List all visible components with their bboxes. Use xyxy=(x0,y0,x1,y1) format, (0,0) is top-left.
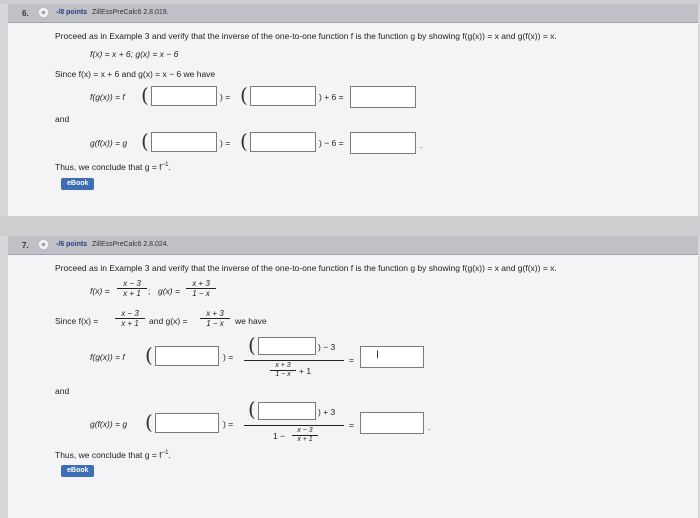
since-statement: Since f(x) = x + 6 and g(x) = x − 6 we have xyxy=(55,69,216,79)
conclusion-end: . xyxy=(168,450,171,460)
points-label: -/6 points xyxy=(56,241,88,248)
since-g-numerator: x + 3 xyxy=(200,309,230,319)
conclusion xyxy=(55,450,171,460)
fg-numerator-input[interactable] xyxy=(258,337,316,355)
g-lhs: g(x) = xyxy=(158,286,180,296)
question-prompt: Proceed as in Example 3 and verify that the inverse of the one-to-one function f is the function g by showing f(g(x)) = x and g(f(x)) = x. xyxy=(55,263,557,273)
fg-denominator-fraction xyxy=(270,362,296,379)
gf-inner-input[interactable] xyxy=(151,132,217,152)
period: . xyxy=(428,422,431,432)
since-f-fraction xyxy=(115,309,145,328)
conclusion-text: Thus, we conclude that g = f xyxy=(55,450,162,460)
inverse-exponent: −1 xyxy=(161,162,169,169)
plus-six-equals: ) + 6 = xyxy=(319,92,344,102)
question-6-header xyxy=(8,4,698,23)
close-paren-equals: ) = xyxy=(220,138,231,148)
f-numerator: x − 3 xyxy=(117,279,147,289)
since-g-fraction xyxy=(200,309,230,328)
open-paren: ( xyxy=(240,83,248,107)
submission-status-icon[interactable] xyxy=(39,8,48,17)
question-7-header xyxy=(8,236,698,255)
open-paren: ( xyxy=(240,129,248,153)
we-have: we have xyxy=(235,316,267,326)
gf-inner-input[interactable] xyxy=(155,413,219,433)
function-definitions: f(x) = x + 6; g(x) = x − 6 xyxy=(90,49,179,59)
gf-den-numerator: x − 3 xyxy=(292,427,318,436)
gf-middle-input[interactable] xyxy=(250,132,316,152)
question-6-panel xyxy=(8,4,698,216)
one-minus: 1 − xyxy=(273,431,286,441)
question-7-panel xyxy=(8,236,698,518)
period: . xyxy=(420,140,423,150)
source-label: ZillEssPreCalc6 2.8.024. xyxy=(92,241,169,248)
and-label: and xyxy=(55,114,70,124)
minus-six-equals: ) − 6 = xyxy=(319,138,344,148)
open-paren: ( xyxy=(145,343,153,367)
fg-den-numerator: x + 3 xyxy=(270,362,296,371)
source-label: ZillEssPreCalc6 2.8.019. xyxy=(92,9,169,16)
and-label: and xyxy=(55,386,70,396)
since-f-denominator: x + 1 xyxy=(121,319,139,328)
submission-status-icon[interactable] xyxy=(39,240,48,249)
fg-fraction-bar xyxy=(244,360,344,361)
fg-result-input[interactable] xyxy=(360,346,424,368)
g-denominator: 1 − x xyxy=(192,289,210,298)
gf-result-input[interactable] xyxy=(350,132,416,154)
close-paren-equals: ) = xyxy=(223,419,234,429)
conclusion xyxy=(55,162,171,172)
plus-three: ) + 3 xyxy=(318,407,336,417)
conclusion-end: . xyxy=(168,162,171,172)
question-separator xyxy=(0,216,700,236)
plus-one: + 1 xyxy=(299,366,312,376)
gf-result-input[interactable] xyxy=(360,412,424,434)
fg-result-input[interactable] xyxy=(350,86,416,108)
fg-label: f(g(x)) = f xyxy=(90,352,125,362)
f-fraction xyxy=(117,279,147,298)
g-numerator: x + 3 xyxy=(186,279,216,289)
fg-label: f(g(x)) = f xyxy=(90,92,125,102)
since-f-numerator: x − 3 xyxy=(115,309,145,319)
open-paren: ( xyxy=(248,333,256,357)
fg-inner-input[interactable] xyxy=(151,86,217,106)
fg-den-denominator: 1 − x xyxy=(275,371,291,378)
gf-den-denominator: x + 1 xyxy=(297,436,313,443)
equals: = xyxy=(349,355,354,365)
close-paren-equals: ) = xyxy=(220,92,231,102)
minus-three: ) − 3 xyxy=(318,342,336,352)
open-paren: ( xyxy=(145,410,153,434)
and-g-label: and g(x) = xyxy=(149,316,188,326)
ebook-button[interactable]: eBook xyxy=(61,178,94,190)
since-statement: Since f(x) = xyxy=(55,316,99,326)
equals: = xyxy=(349,420,354,430)
fg-middle-input[interactable] xyxy=(250,86,316,106)
text-cursor-icon: I xyxy=(376,349,380,361)
question-number: 7. xyxy=(22,241,29,250)
fg-inner-input[interactable] xyxy=(155,346,219,366)
open-paren: ( xyxy=(141,83,149,107)
question-prompt: Proceed as in Example 3 and verify that the inverse of the one-to-one function f is the function g by showing f(g(x)) = x and g(f(x)) = x. xyxy=(55,31,557,41)
open-paren: ( xyxy=(141,129,149,153)
close-paren-equals: ) = xyxy=(223,352,234,362)
gf-label: g(f(x)) = g xyxy=(90,419,128,429)
ebook-button[interactable]: eBook xyxy=(61,465,94,477)
g-fraction xyxy=(186,279,216,298)
gf-fraction-bar xyxy=(244,425,344,426)
semicolon: ; xyxy=(148,286,151,296)
gf-label: g(f(x)) = g xyxy=(90,138,128,148)
since-g-denominator: 1 − x xyxy=(206,319,224,328)
question-number: 6. xyxy=(22,9,29,18)
inverse-exponent: −1 xyxy=(161,450,169,457)
f-lhs: f(x) = xyxy=(90,286,110,296)
open-paren: ( xyxy=(248,397,256,421)
points-label: -/8 points xyxy=(56,9,88,16)
f-denominator: x + 1 xyxy=(123,289,141,298)
gf-denominator-fraction xyxy=(292,427,318,444)
conclusion-text: Thus, we conclude that g = f xyxy=(55,162,162,172)
gf-numerator-input[interactable] xyxy=(258,402,316,420)
